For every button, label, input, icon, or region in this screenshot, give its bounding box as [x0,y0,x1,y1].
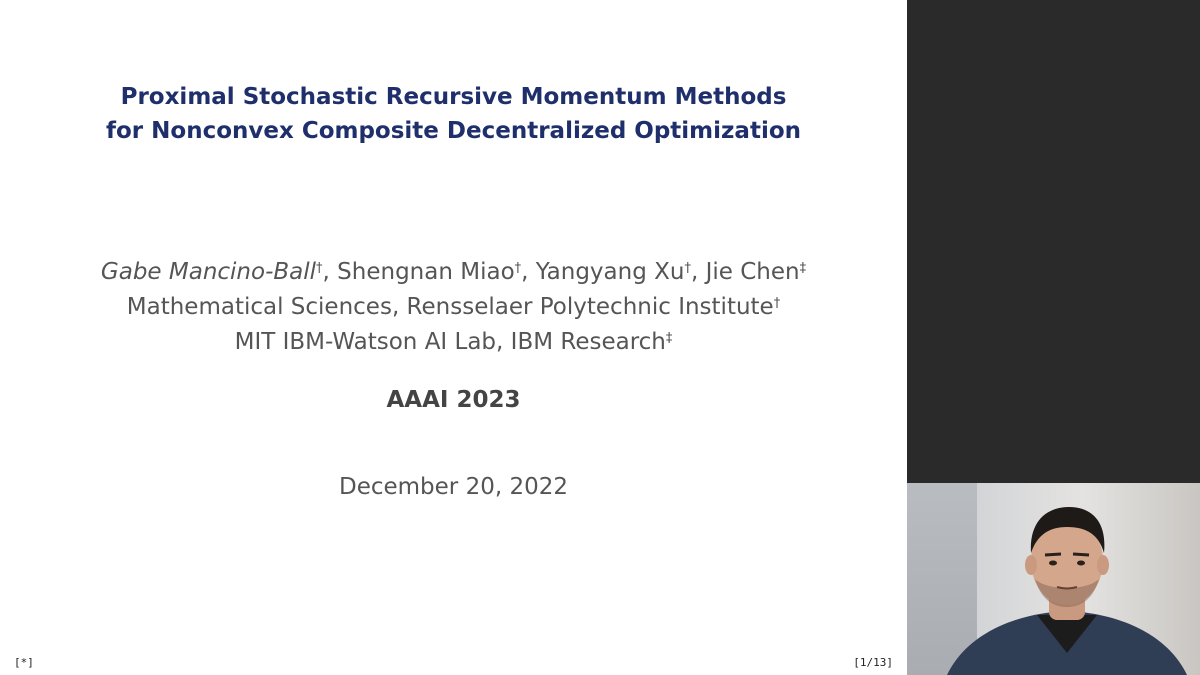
author-1-mark: † [316,261,323,276]
slide-title [0,80,907,148]
affiliation-1-mark: † [773,296,781,311]
author-line: Gabe Mancino-Ball†, Shengnan Miao†, Yangyang Xu†, Jie Chen‡ [100,259,807,285]
title-line-1: Proximal Stochastic Recursive Momentum Methods [120,84,787,110]
author-block [0,255,907,360]
footer-marker[interactable]: [*] [14,656,34,669]
affiliation-2 [0,325,907,360]
page-counter: [1/13] [853,656,893,669]
author-4-mark: ‡ [799,261,807,276]
author-2-mark: † [514,261,522,276]
affiliation-2-mark: ‡ [665,331,673,346]
author-2: Shengnan Miao [337,259,515,285]
affiliation-2-text: MIT IBM-Watson AI Lab, IBM Research [234,329,666,355]
affiliation-1 [0,290,907,325]
author-1: Gabe Mancino-Ball [100,259,317,285]
venue: AAAI 2023 [386,387,521,413]
title-line-2: for Nonconvex Composite Decentralized Optimization [106,118,801,144]
author-4: Jie Chen [705,259,800,285]
affiliation-1-text: Mathematical Sciences, Rensselaer Polytechnic Institute [126,294,774,320]
side-panel [907,0,1200,483]
slide-date: December 20, 2022 [338,474,568,500]
author-3: Yangyang Xu [535,259,685,285]
webcam-video [907,483,1200,675]
presenter-figure [907,483,1200,675]
author-3-mark: † [684,261,691,276]
